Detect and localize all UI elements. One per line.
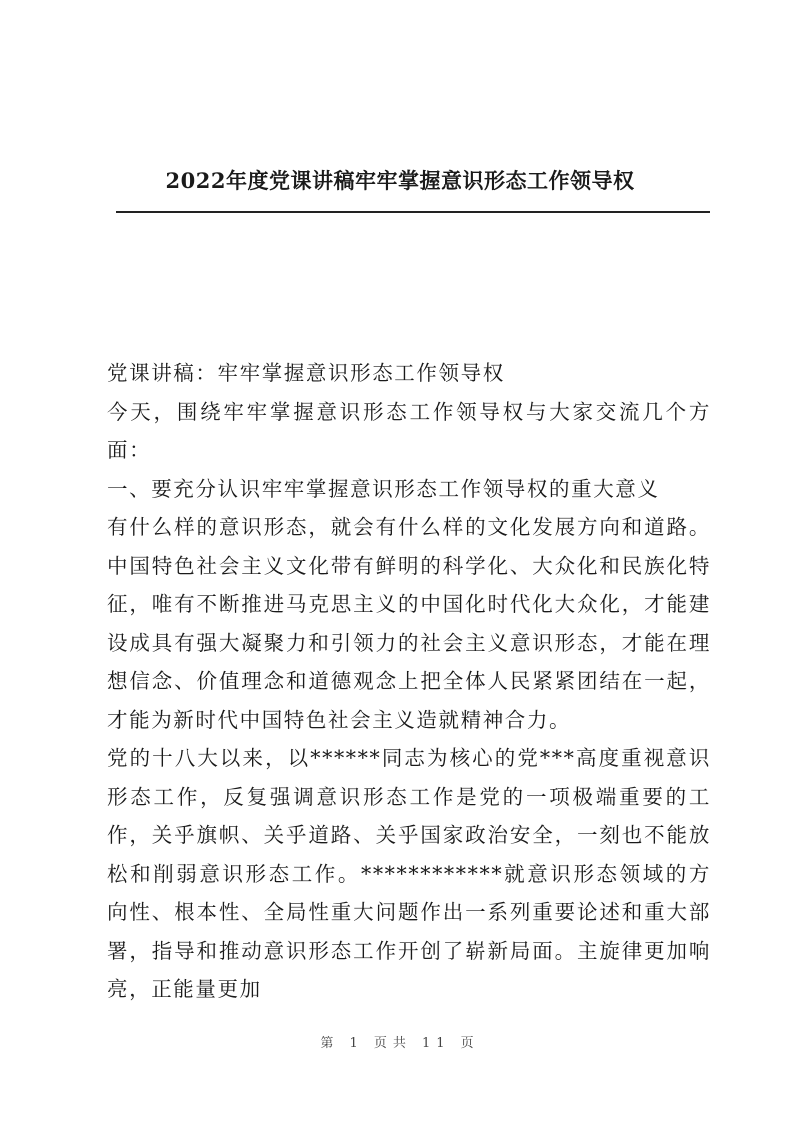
document-body	[107, 354, 711, 1009]
body-paragraph: 党的十八大以来，以******同志为核心的党***高度重视意识形态工作，反复强调意识形态工作是党的一项极端重要的工作，关乎旗帜、关乎道路、关乎国家政治安全，一刻也不能放松和削弱意识形态工作。************就意识形态领域的方向性、根本性、全局性重大问题作出一系列重要论述和重大部署，指导和推动意识形态工作开创了崭新局面。主旋律更加响亮，正能量更加	[107, 746, 711, 1001]
lecture-heading: 党课讲稿：牢牢掌握意识形态工作领导权	[107, 361, 505, 385]
title-underline	[116, 211, 710, 213]
document-title: 2022年度党课讲稿牢牢掌握意识形态工作领导权	[165, 168, 635, 193]
section-heading-1: 一、要充分认识牢牢掌握意识形态工作领导权的重大意义	[107, 476, 660, 501]
intro-paragraph: 今天，围绕牢牢掌握意识形态工作领导权与大家交流几个方面：	[107, 399, 711, 462]
page-number-footer: 第 1 页共 11 页	[320, 1036, 480, 1051]
body-paragraph: 有什么样的意识形态，就会有什么样的文化发展方向和道路。中国特色社会主义文化带有鲜明的科学化、大众化和民族化特征，唯有不断推进马克思主义的中国化时代化大众化，才能建设成具有强大凝聚力和引领力的社会主义意识形态，才能在理想信念、价值理念和道德观念上把全体人民紧紧团结在一起，才能为新时代中国特色社会主义造就精神合力。	[107, 515, 711, 732]
